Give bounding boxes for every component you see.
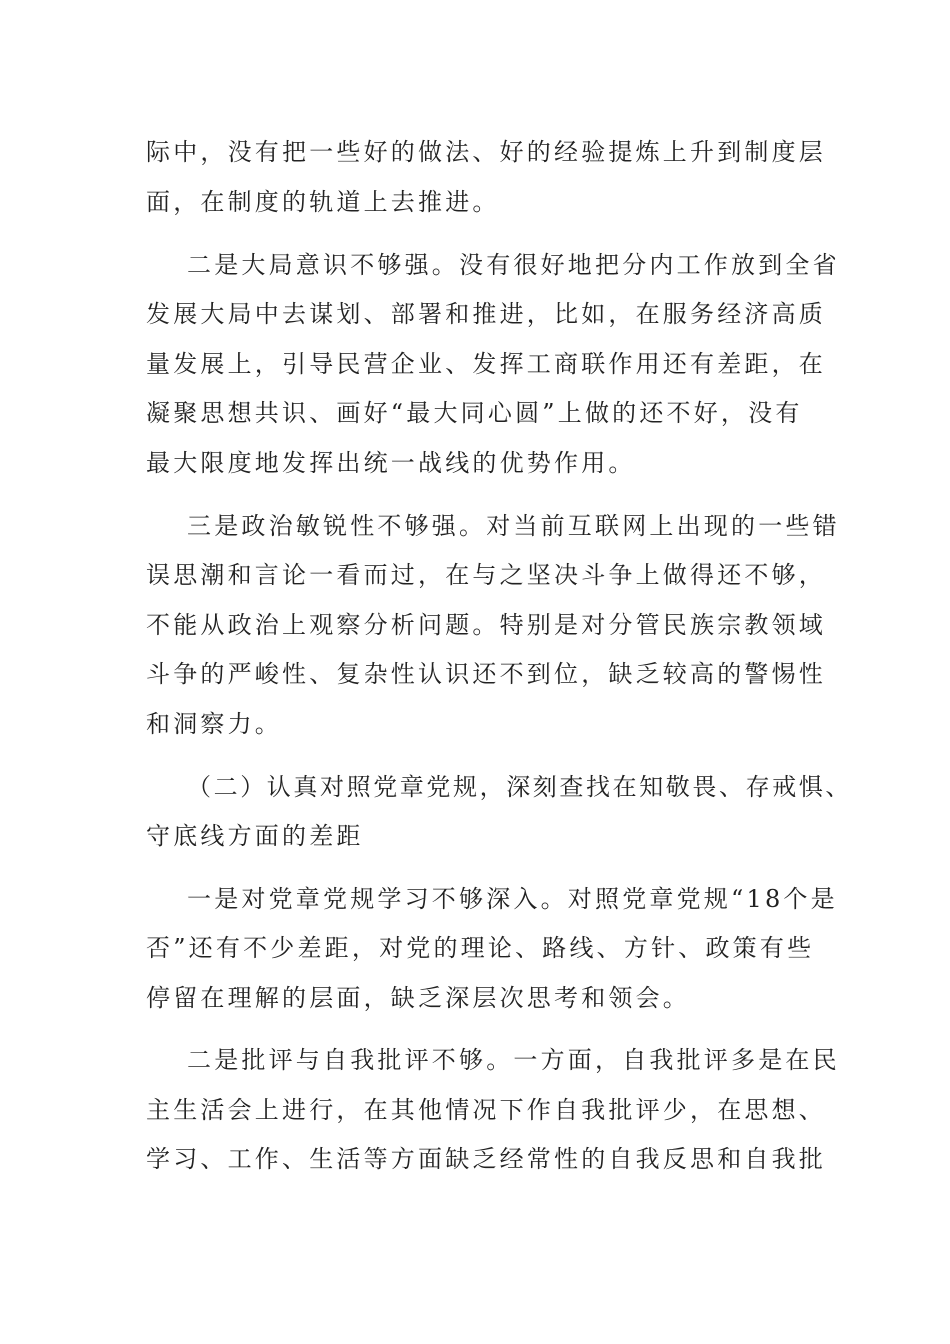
paragraph-line: 三是政治敏锐性不够强。对当前互联网上出现的一些错 [187, 512, 840, 540]
section-heading: （二）认真对照党章党规，深刻查找在知敬畏、存戒惧、 [187, 773, 852, 801]
paragraph-line: 否”还有不少差距，对党的理论、路线、方针、政策有些 [146, 934, 815, 962]
paragraph-line: 量发展上，引导民营企业、发挥工商联作用还有差距，在 [146, 350, 826, 378]
paragraph-line: 斗争的严峻性、复杂性认识还不到位，缺乏较高的警惕性 [146, 660, 826, 688]
paragraph-line: 学习、工作、生活等方面缺乏经常性的自我反思和自我批 [146, 1145, 826, 1173]
paragraph-line: 不能从政治上观察分析问题。特别是对分管民族宗教领域 [146, 611, 826, 639]
paragraph-line: 二是批评与自我批评不够。一方面，自我批评多是在民 [187, 1046, 840, 1074]
paragraph-line: 二是大局意识不够强。没有很好地把分内工作放到全省 [187, 251, 840, 279]
paragraph-line: 最大限度地发挥出统一战线的优势作用。 [146, 449, 636, 477]
paragraph-line: 面，在制度的轨道上去推进。 [146, 188, 500, 216]
paragraph-line: 主生活会上进行，在其他情况下作自我批评少，在思想、 [146, 1096, 826, 1124]
paragraph-line: 停留在理解的层面，缺乏深层次思考和领会。 [146, 984, 690, 1012]
paragraph-line: 一是对党章党规学习不够深入。对照党章党规“18个是 [187, 885, 838, 913]
paragraph-line: 际中，没有把一些好的做法、好的经验提炼上升到制度层 [146, 138, 826, 166]
paragraph-line: 误思潮和言论一看而过，在与之坚决斗争上做得还不够， [146, 561, 826, 589]
section-heading: 守底线方面的差距 [146, 822, 364, 850]
paragraph-line: 凝聚思想共识、画好“最大同心圆”上做的还不好，没有 [146, 399, 803, 427]
paragraph-line: 和洞察力。 [146, 710, 282, 738]
paragraph-line: 发展大局中去谋划、部署和推进，比如，在服务经济高质 [146, 300, 826, 328]
